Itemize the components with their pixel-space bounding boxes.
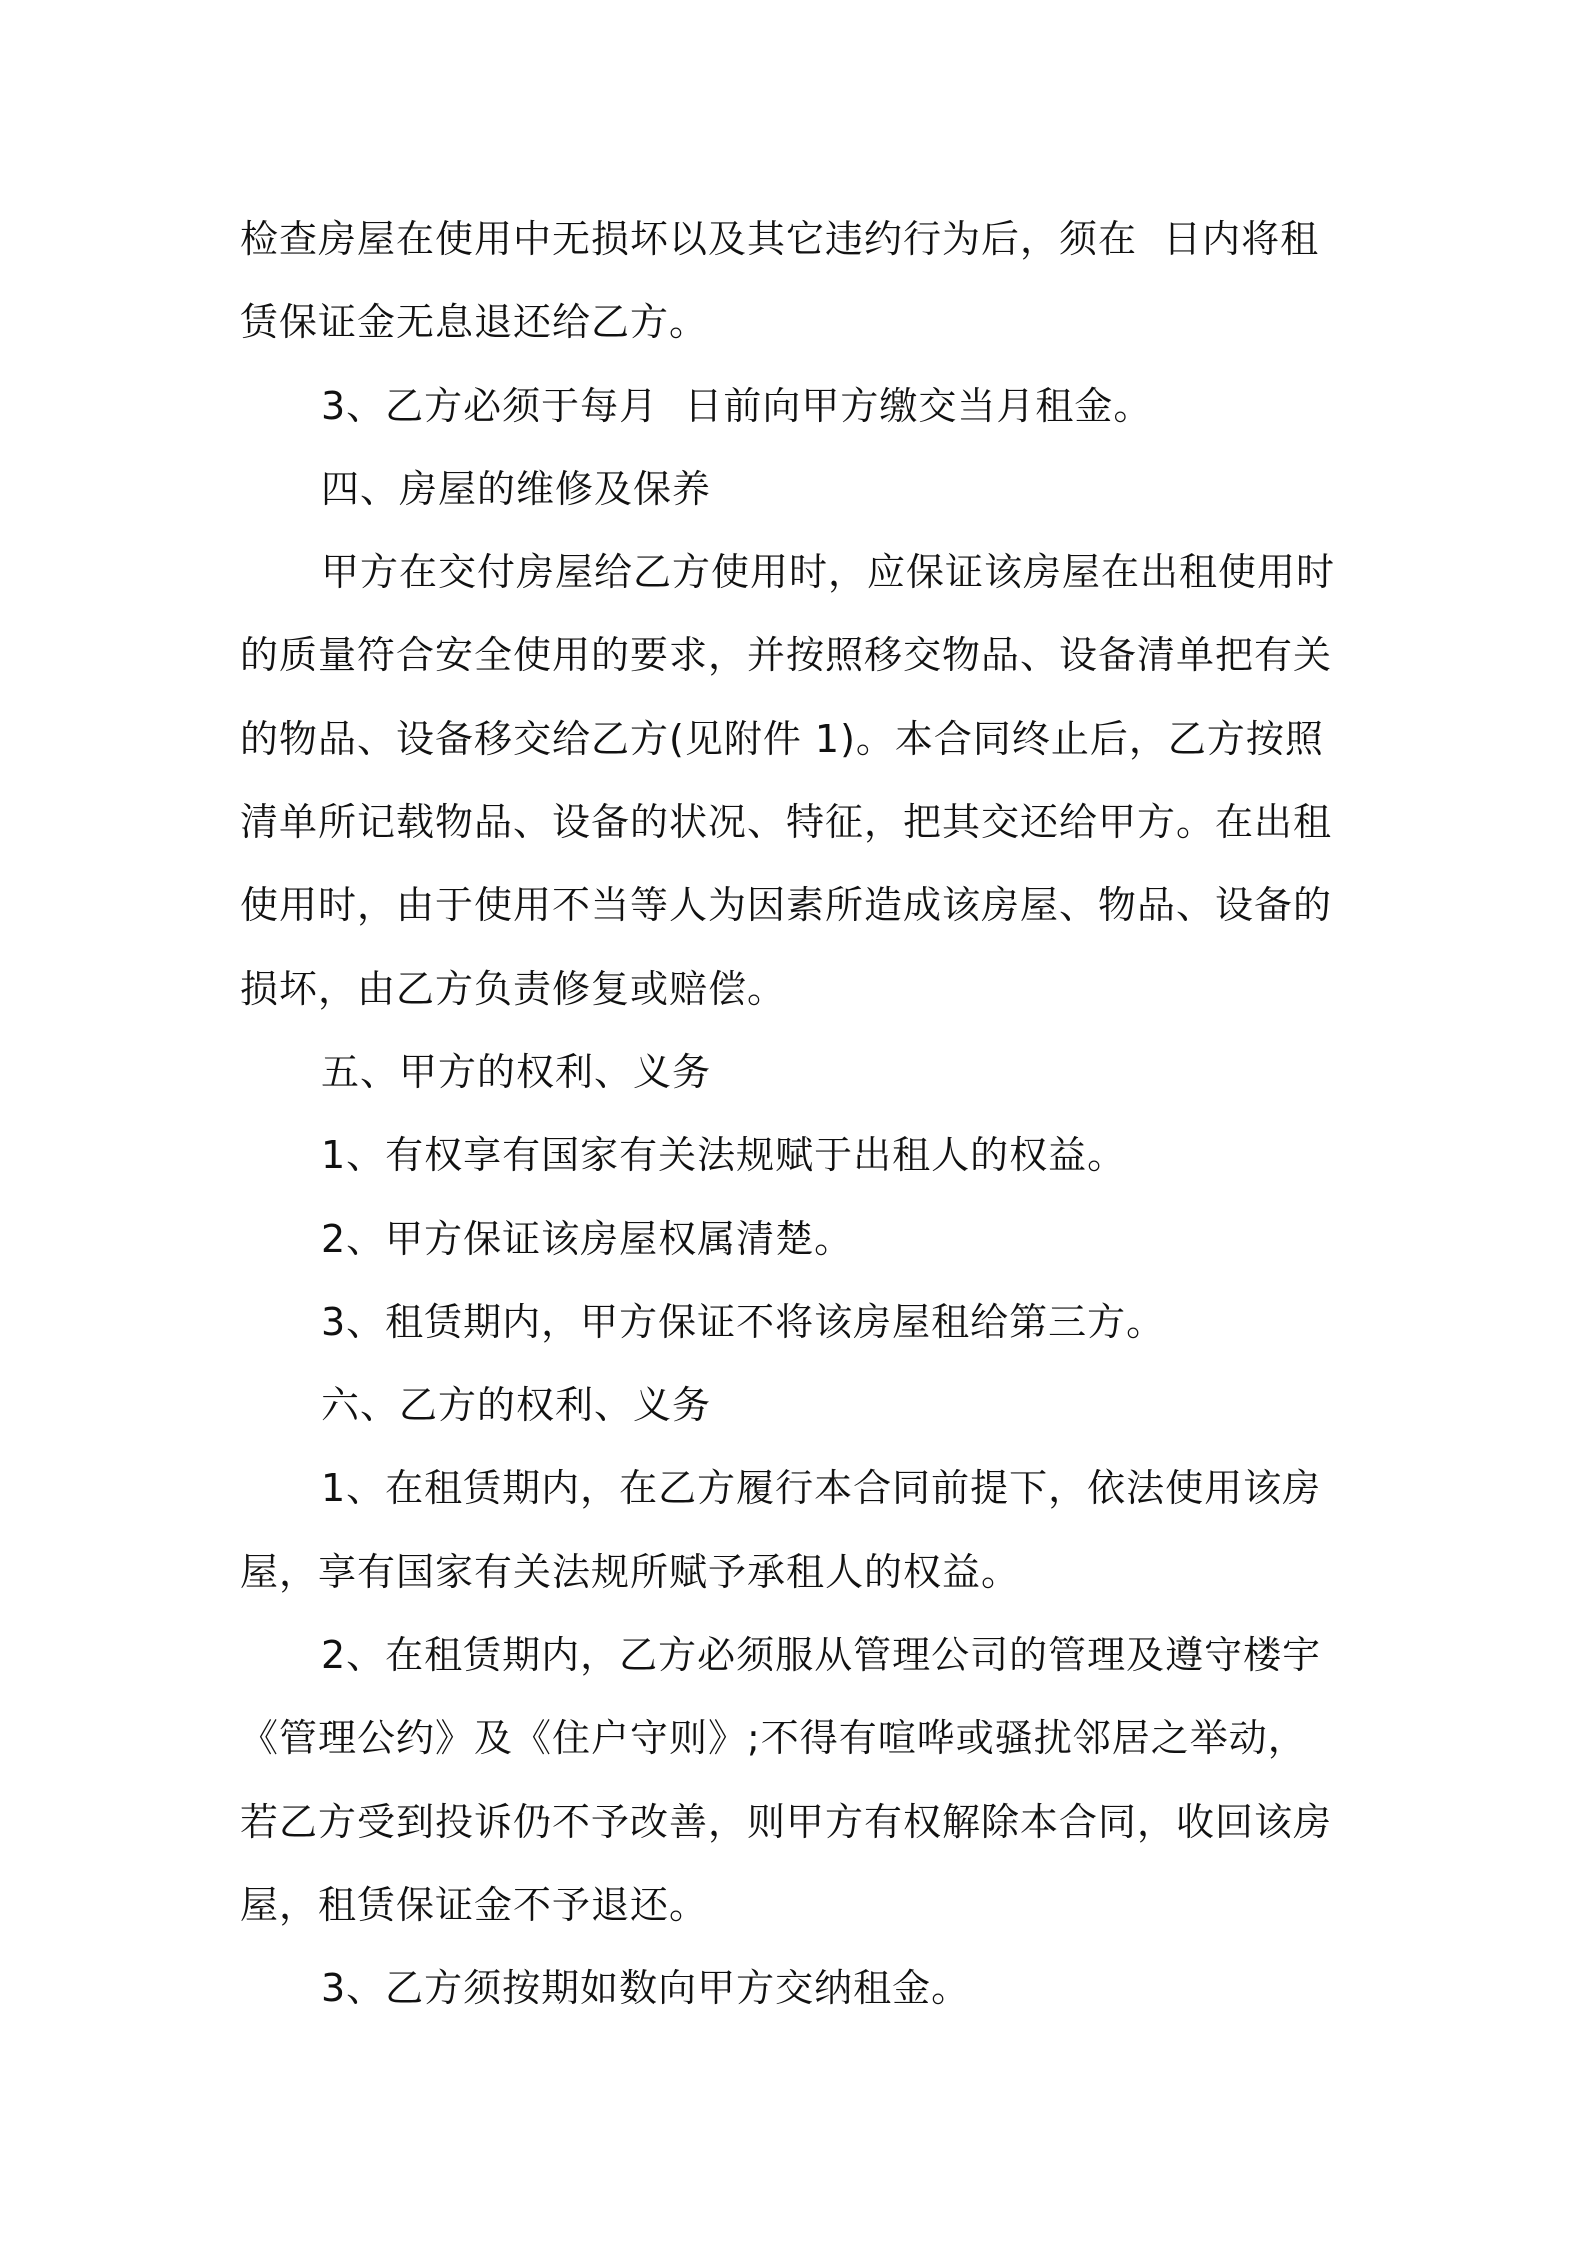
text-line: 使用时，由于使用不当等人为因素所造成该房屋、物品、设备的 [240, 883, 1333, 928]
text-line: 《管理公约》及《住户守则》;不得有喧哗或骚扰邻居之举动， [240, 1716, 1307, 1761]
text-line: 赁保证金无息退还给乙方。 [240, 300, 709, 345]
contract-body [240, 198, 1360, 2031]
text-line: 2、甲方保证该房屋权属清楚。 [321, 1216, 854, 1261]
text-line: 清单所记载物品、设备的状况、特征，把其交还给甲方。在出租 [240, 800, 1333, 845]
section-heading: 五、甲方的权利、义务 [321, 1049, 712, 1094]
text-line: 1、有权享有国家有关法规赋于出租人的权益。 [321, 1133, 1127, 1178]
text-line: 3、乙方须按期如数向甲方交纳租金。 [321, 1966, 971, 2011]
text-line: 2、在租赁期内，乙方必须服从管理公司的管理及遵守楼宇 [321, 1633, 1322, 1678]
text-line: 的物品、设备移交给乙方(见附件 1)。本合同终止后，乙方按照 [240, 716, 1324, 761]
section-heading: 四、房屋的维修及保养 [321, 466, 712, 511]
text-line: 损坏，由乙方负责修复或赔偿。 [240, 966, 787, 1011]
text-line: 屋，享有国家有关法规所赋予承租人的权益。 [240, 1549, 1021, 1594]
text-line: 的质量符合安全使用的要求，并按照移交物品、设备清单把有关 [240, 633, 1333, 678]
section-heading: 六、乙方的权利、义务 [321, 1383, 712, 1428]
text-line: 3、租赁期内，甲方保证不将该房屋租给第三方。 [321, 1299, 1166, 1344]
text-line: 若乙方受到投诉仍不予改善，则甲方有权解除本合同，收回该房 [240, 1799, 1333, 1844]
text-line: 1、在租赁期内，在乙方履行本合同前提下，依法使用该房 [321, 1466, 1322, 1511]
text-line: 检查房屋在使用中无损坏以及其它违约行为后，须在 日内将租 [240, 217, 1320, 261]
text-line: 甲方在交付房屋给乙方使用时，应保证该房屋在出租使用时 [321, 550, 1336, 595]
text-line: 3、乙方必须于每月 日前向甲方缴交当月租金。 [321, 383, 1153, 428]
text-line: 屋，租赁保证金不予退还。 [240, 1882, 709, 1927]
